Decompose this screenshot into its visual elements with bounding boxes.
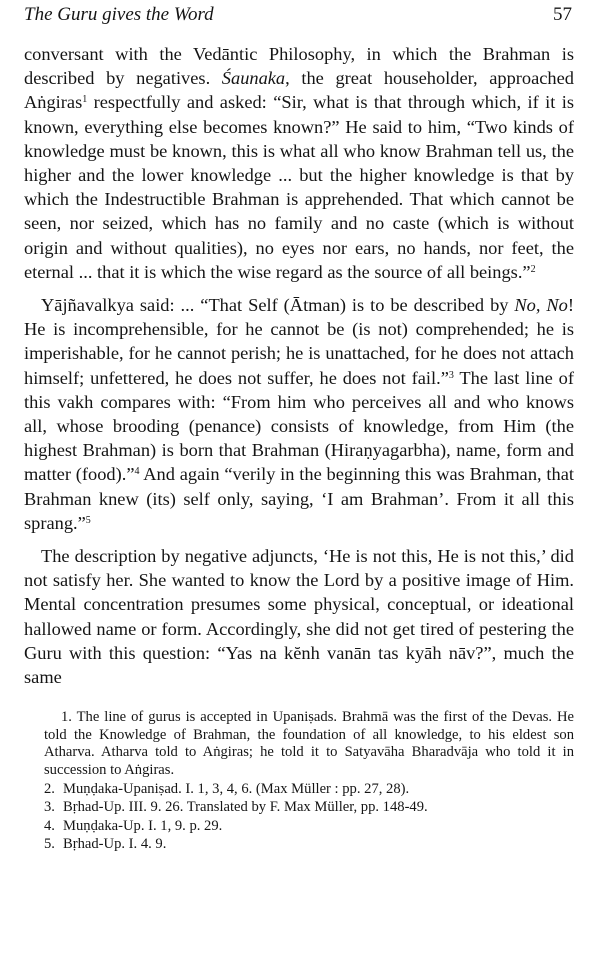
footnote-text: Muṇḍaka-Up. I. 1, 9. p. 29. [63, 817, 223, 834]
footnote-number: 2. [44, 780, 55, 797]
footnote-text: Bṛhad-Up. III. 9. 26. Translated by F. Max Müller, pp. 148-49. [63, 799, 428, 816]
footnote-ref-3: 3 [448, 369, 454, 381]
p1-text-1: conversant with the Vedāntic Philosophy, in which the Brahman is described by negatives. [24, 44, 574, 89]
paragraph-3: The description by negative adjuncts, ‘He is not this, He is not this,’ did not satisfy her. She wanted to know the Lord by a positive image of Him. Mental concentration presumes some physical, conceptual, or ideational hallowed name or form. Accordingly, she did not get tired of pestering the Guru with this question: “Yas na kĕnh vanān tas kyāh nāv?”, much the same [24, 546, 574, 688]
running-title: The Guru gives the Word [24, 4, 214, 25]
running-head [24, 0, 574, 42]
paragraph-1 [24, 42, 574, 284]
p2-text-4: And again “verily in the beginning this was Brahman, that Brahman knew (its) self only, saying, ‘I am Brahman’. From it all this sprang.” [24, 464, 574, 533]
footnote-ref-2: 2 [530, 263, 536, 275]
footnote-ref-5: 5 [85, 514, 91, 526]
footnote-ref-4: 4 [134, 466, 140, 478]
footnote-4 [44, 818, 574, 836]
footnote-text: Bṛhad-Up. I. 4. 9. [63, 836, 167, 853]
p2-text-1: Yājñavalkya said: ... “That Self (Ātman) is to be described by [41, 295, 515, 316]
paragraph-2 [24, 293, 574, 535]
p1-text-2: , the great householder, approached Aṅgiras [24, 68, 574, 113]
footnote-number: 4. [44, 817, 55, 834]
page-number: 57 [553, 4, 572, 25]
footnote-number: 1. [61, 709, 72, 726]
footnote-3 [44, 799, 574, 817]
body-text [24, 42, 574, 689]
footnote-text: Muṇḍaka-Upaniṣad. I. 1, 3, 4, 6. (Max Müller : pp. 27, 28). [63, 780, 410, 797]
footnotes [24, 709, 574, 854]
p1-name-saunaka: Śaunaka [221, 68, 286, 89]
footnote-ref-1: 1 [82, 94, 88, 106]
footnote-text: The line of gurus is accepted in Upaniṣads. Brahmā was the first of the Devas. He told the Knowledge of Brahman, the foundation of all knowledge, to his eldest son Atharva. Atharva told to Aṅgiras; he told it to Satyavāha Bharadvāja who told it in succession to Aṅgiras. [44, 709, 574, 779]
footnote-5 [44, 836, 574, 854]
p1-text-3: respectfully and asked: “Sir, what is that through which, if it is known, everything else becomes known?” He said to him, “Two kinds of knowledge must be known, this is what all who know Brahman tell us, the higher and the lower knowledge ... but the higher knowledge is that by which the Indestructible Brahman is apprehended. That which cannot be seen, nor seized, which has no family and no caste (which is without origin and without qualities), no eyes nor ears, no hands, nor feet, the eternal ... that it is which the wise regard as the source of all beings.” [24, 92, 574, 282]
footnote-1 [44, 709, 574, 779]
p2-text-3: The last line of this vakh compares with: “From him who perceives all and who knows all, whose brooding (penance) consists of knowledge, from Him (the highest Brahman) is born that Brahman (Hiraṇyagarbha), name, form and matter (food).” [24, 367, 575, 485]
footnote-number: 3. [44, 799, 55, 816]
p2-emphasis: No, No [514, 295, 568, 316]
footnote-number: 5. [44, 836, 55, 853]
p2-text-2: ! He is incomprehensible, for he cannot be (is not) comprehended; he is imperishable, for he cannot perish; he is unattached, for he does not attach himself; unfettered, he does not suffer, he does not fail.” [24, 295, 574, 388]
footnote-2 [44, 781, 574, 799]
